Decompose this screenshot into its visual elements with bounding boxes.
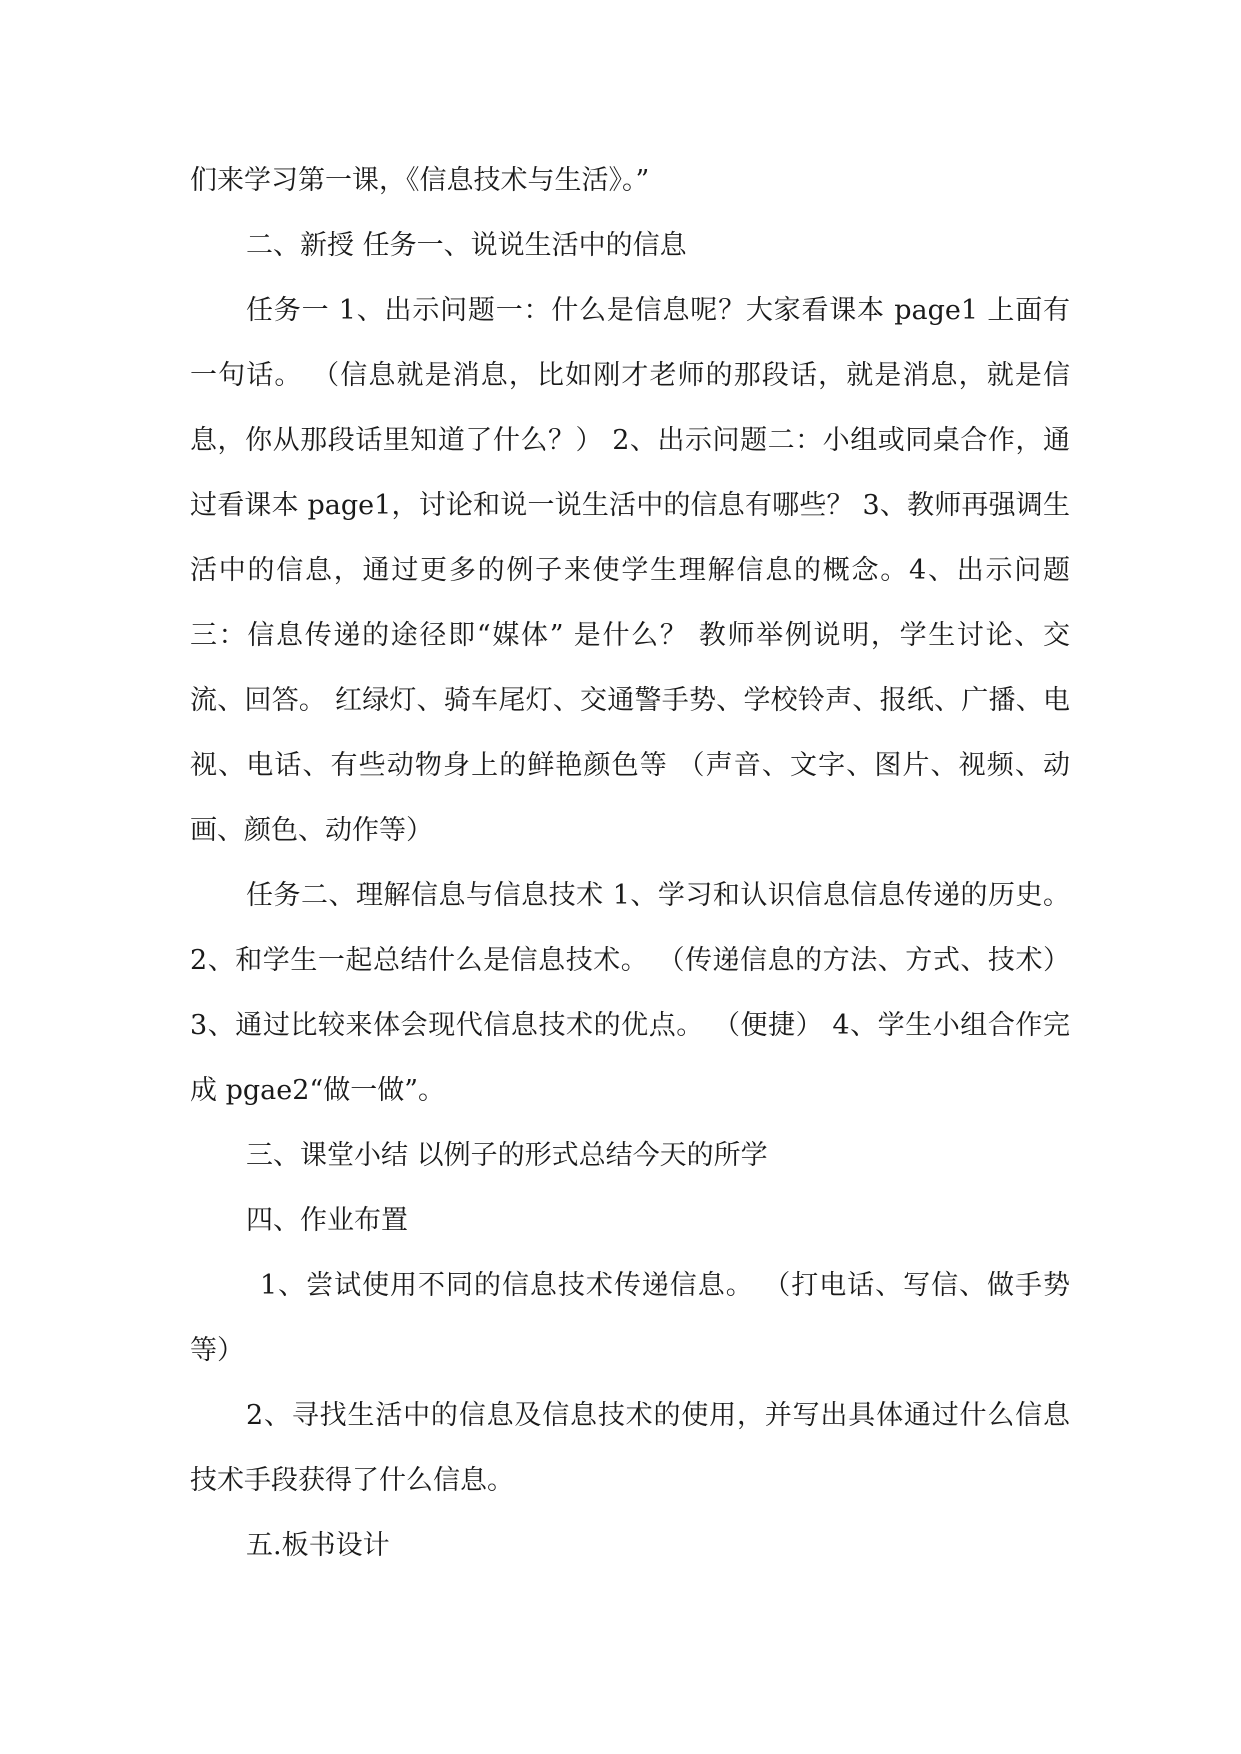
paragraph-section-summary: 三、课堂小结 以例子的形式总结今天的所学	[246, 1140, 768, 1171]
paragraph-task-one: 任务一 1、出示问题一：什么是信息呢？大家看课本 page1 上面有一句话。 （信息就是消息，比如刚才老师的那段话，就是消息，就是信息，你从那段话里知道了什么？） 2、出示问题二：小组或同桌合作，通过看课本 page1，讨论和说一说生活中的信息有哪些？ 3、教师再强调生活中的信息，通过更多的例子来使学生理解信息的概念。4、出示问题三：信息传递的途径即“媒体” 是什么？ 教师举例说明，学生讨论、交流、回答。 红绿灯、骑车尾灯、交通警手势、学校铃声、报纸、广播、电视、电话、有些动物身上的鲜艳颜色等 （声音、文字、图片、视频、动画、颜色、动作等）	[190, 295, 1070, 846]
paragraph-task-two: 任务二、理解信息与信息技术 1、学习和认识信息信息传递的历史。 2、和学生一起总结什么是信息技术。 （传递信息的方法、方式、技术） 3、通过比较来体会现代信息技术的优点。 （便捷） 4、学生小组合作完成 pgae2“做一做”。	[190, 880, 1070, 1106]
paragraph-lesson-intro-continued: 们来学习第一课，《信息技术与生活》。”	[190, 165, 650, 196]
document-body	[190, 148, 1070, 1578]
paragraph-section-board-design: 五.板书设计	[246, 1530, 390, 1561]
paragraph-homework-item-2: 2、寻找生活中的信息及信息技术的使用，并写出具体通过什么信息技术手段获得了什么信息。	[190, 1400, 1070, 1496]
paragraph-section-new-lesson: 二、新授 任务一、说说生活中的信息	[246, 230, 687, 261]
paragraph-section-homework: 四、作业布置	[246, 1205, 408, 1236]
paragraph-homework-item-1: 1、尝试使用不同的信息技术传递信息。 （打电话、写信、做手势等）	[190, 1270, 1070, 1366]
